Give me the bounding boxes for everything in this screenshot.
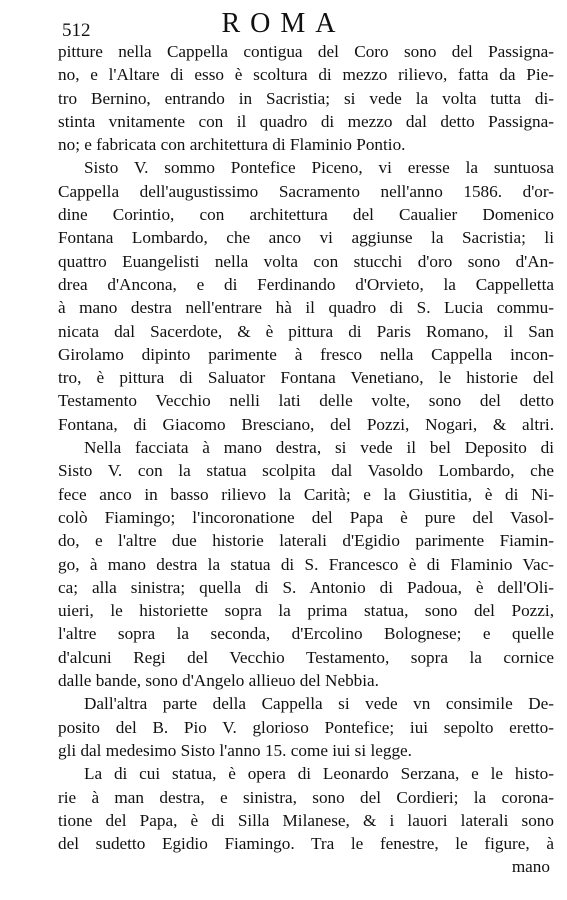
text-line: del sudetto Egidio Fiamingo. Tra le fenestre, le figure, à bbox=[58, 834, 554, 854]
running-header bbox=[0, 8, 567, 42]
text-line: Fontana Lombardo, che anco vi aggiunse la Sacristia; li bbox=[58, 228, 554, 248]
text-line: d'alcuni Regi del Vecchio Testamento, sopra la cornice bbox=[58, 647, 554, 667]
text-line: Cappella dell'augustissimo Sacramento nell'anno 1586. d'or- bbox=[58, 181, 554, 201]
text-line: ca; alla sinistra; quella di S. Antonio di Padoua, è dell'Oli- bbox=[58, 577, 554, 597]
text-line: Sisto V. sommo Pontefice Piceno, vi eresse la suntuosa bbox=[84, 158, 554, 178]
text-line: nicata dal Sacerdote, & è pittura di Paris Romano, il San bbox=[58, 321, 554, 341]
text-line: drea d'Ancona, e di Ferdinando d'Orvieto, la Cappelletta bbox=[58, 274, 554, 294]
text-line: pitture nella Cappella contigua del Coro sono del Passigna- bbox=[58, 42, 554, 61]
running-title: ROMA bbox=[221, 8, 346, 39]
text-line: La di cui statua, è opera di Leonardo Serzana, e le histo- bbox=[84, 764, 554, 784]
text-line: Sisto V. con la statua scolpita dal Vasoldo Lombardo, che bbox=[58, 461, 554, 481]
text-line: do, e l'altre due historie laterali d'Egidio parimente Fiamin- bbox=[58, 531, 554, 551]
text-line: uieri, le historiette sopra la prima statua, sono del Pozzi, bbox=[58, 601, 554, 621]
text-line: stinta vnitamente con il quadro di mezzo dal detto Passigna- bbox=[58, 111, 554, 131]
text-line: rie à man destra, e sinistra, sono del Cordieri; la corona- bbox=[58, 787, 554, 807]
text-line: fece anco in basso rilievo la Carità; e la Giustitia, è di Ni- bbox=[58, 484, 554, 504]
text-line: posito del B. Pio V. glorioso Pontefice; iui sepolto eretto- bbox=[58, 717, 554, 737]
text-line: Dall'altra parte della Cappella si vede vn consimile De- bbox=[84, 694, 554, 714]
text-line: tro Bernino, entrando in Sacristia; si vede la volta tutta di- bbox=[58, 88, 554, 108]
text-body bbox=[58, 40, 554, 879]
text-line: à mano destra nell'entrare hà il quadro di S. Lucia commu- bbox=[58, 298, 554, 318]
page-number: 512 bbox=[62, 20, 91, 41]
text-line: quattro Euangelisti nella volta con stucchi d'oro sono d'An- bbox=[58, 251, 554, 271]
text-line: no; e fabricata con architettura di Flaminio Pontio. bbox=[58, 135, 406, 155]
text-line: Fontana, di Giacomo Bresciano, del Pozzi, Nogari, & altri. bbox=[58, 414, 554, 434]
text-line: Nella facciata à mano destra, si vede il bel Deposito di bbox=[84, 438, 554, 458]
text-line: Testamento Vecchio nelli lati delle volte, sono del detto bbox=[58, 391, 554, 411]
text-line: dalle bande, sono d'Angelo allieuo del Nebbia. bbox=[58, 671, 379, 691]
text-line: tione del Papa, è di Silla Milanese, & i lauori laterali sono bbox=[58, 810, 554, 830]
text-line: l'altre sopra la seconda, d'Ercolino Bolognese; e quelle bbox=[58, 624, 554, 644]
text-line: dine Corintio, con architettura del Caualier Domenico bbox=[58, 205, 554, 225]
text-line: tro, è pittura di Saluator Fontana Venetiano, le historie del bbox=[58, 368, 554, 388]
text-line: Girolamo dipinto parimente à fresco nella Cappella incon- bbox=[58, 344, 554, 364]
text-line: colò Fiamingo; l'incoronatione del Papa è pure del Vasol- bbox=[58, 507, 554, 527]
text-line: gli dal medesimo Sisto l'anno 15. come iui si legge. bbox=[58, 740, 412, 760]
text-line: no, e l'Altare di esso è scoltura di mezzo rilievo, fatta da Pie- bbox=[58, 65, 554, 85]
text-line: go, à mano destra la statua di S. Francesco è di Flaminio Vac- bbox=[58, 554, 554, 574]
catchword: mano bbox=[511, 857, 550, 877]
